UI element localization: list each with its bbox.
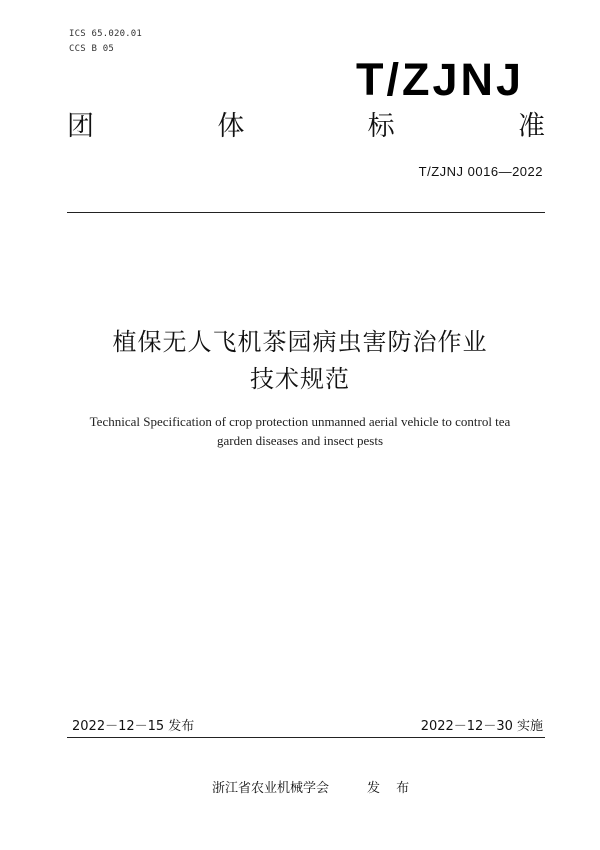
- standard-type-char: 标: [367, 111, 395, 142]
- title-en-line2: garden diseases and insect pests: [216, 433, 384, 448]
- standard-number: T/ZJNJ 0016—2022: [418, 164, 543, 179]
- standard-type-char: 准: [517, 111, 545, 142]
- standard-type-char: 体: [217, 111, 245, 142]
- bottom-divider: [67, 737, 545, 738]
- standard-brand: T/ZJNJ: [355, 54, 524, 105]
- implementation-date: 2022－12－30 实施: [420, 719, 543, 734]
- title-en-line1: Technical Specification of crop protection unmanned aerial vehicle to control tea: [89, 414, 511, 429]
- top-divider: [67, 212, 545, 213]
- standard-type-char: 团: [67, 111, 94, 142]
- title-zh-line2: 技术规范: [250, 365, 350, 393]
- title-zh-line1: 植保无人飞机茶园病虫害防治作业: [112, 328, 488, 356]
- ccs-code: CCS B 05: [69, 44, 114, 54]
- publish-label: 发 布: [367, 781, 416, 796]
- issue-date: 2022－12－15 发布: [72, 719, 195, 734]
- publisher-name: 浙江省农业机械学会: [212, 781, 330, 796]
- ics-code: ICS 65.020.01: [69, 29, 143, 39]
- standard-type: [67, 113, 545, 140]
